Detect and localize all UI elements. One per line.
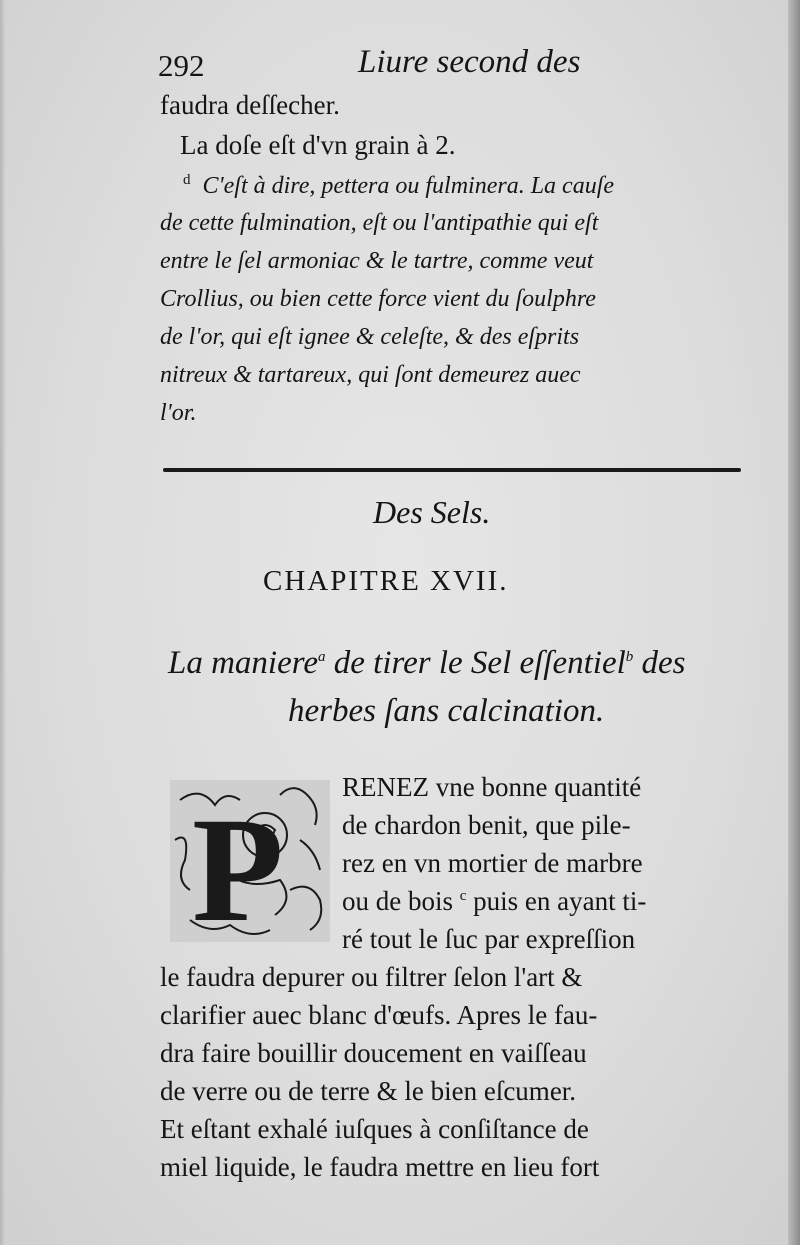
body-line: de verre ou de terre & le bien eſcumer. bbox=[160, 1076, 577, 1106]
footnote-line: nitreux & tartareux, qui ſont demeurez auec bbox=[160, 362, 581, 388]
decorated-initial-p bbox=[170, 780, 330, 942]
body-line: clarifier auec blanc d'œufs. Apres le fau- bbox=[160, 1000, 598, 1030]
footnote-text: C'eſt à dire, pettera ou fulminera. La cauſe bbox=[202, 173, 615, 199]
body-line: le faudra depurer ou filtrer ſelon l'art & bbox=[160, 962, 583, 992]
footnote-line: Crollius, ou bien cette force vient du ſoulphre bbox=[160, 286, 596, 312]
text-line: faudra deſſecher. bbox=[160, 90, 340, 120]
chapter-title-line bbox=[168, 645, 686, 682]
chapter-title-text: La maniere bbox=[168, 645, 319, 681]
body-line: miel liquide, le faudra mettre en lieu fort bbox=[160, 1152, 600, 1182]
footnote-marker: d bbox=[183, 172, 191, 188]
horizontal-rule bbox=[163, 468, 741, 472]
chapter-title-line: herbes ſans calcination. bbox=[288, 693, 605, 729]
body-line: ré tout le ſuc par expreſſion bbox=[342, 924, 636, 954]
page-left-edge bbox=[0, 0, 6, 1245]
body-text: ou de bois bbox=[342, 886, 453, 916]
body-line: RENEZ vne bonne quantité bbox=[342, 772, 642, 802]
footnote-line bbox=[183, 172, 614, 200]
body-text: puis en ayant ti- bbox=[473, 886, 647, 916]
chapter-heading: CHAPITRE XVII. bbox=[263, 565, 509, 597]
body-line: Et eſtant exhalé iuſques à conſiſtance de bbox=[160, 1114, 589, 1144]
drop-cap-letter: P bbox=[192, 787, 284, 942]
footnote-line: de cette fulmination, eſt ou l'antipathie qui eſt bbox=[160, 210, 599, 236]
running-head: Liure second des bbox=[358, 44, 581, 80]
chapter-title-text: de tirer le Sel eſſentiel bbox=[333, 645, 626, 681]
text-line: La doſe eſt d'vn grain à 2. bbox=[180, 130, 456, 160]
footnote-line: entre le ſel armoniac & le tartre, comme veut bbox=[160, 248, 594, 274]
body-line bbox=[342, 886, 646, 917]
body-line: de chardon benit, que pile- bbox=[342, 810, 631, 840]
note-marker-b: b bbox=[625, 649, 634, 665]
page-number: 292 bbox=[158, 48, 205, 83]
section-title: Des Sels. bbox=[373, 494, 491, 530]
note-marker-a: a bbox=[318, 649, 326, 665]
body-line: dra faire bouillir doucement en vaiſſeau bbox=[160, 1038, 587, 1068]
body-line: rez en vn mortier de marbre bbox=[342, 848, 643, 878]
note-marker-c: c bbox=[459, 888, 467, 904]
chapter-title-text: des bbox=[641, 645, 686, 681]
footnote-line: de l'or, qui eſt ignee & celeſte, & des eſprits bbox=[160, 324, 580, 350]
page-right-edge bbox=[788, 0, 800, 1245]
footnote-line: l'or. bbox=[160, 400, 197, 426]
